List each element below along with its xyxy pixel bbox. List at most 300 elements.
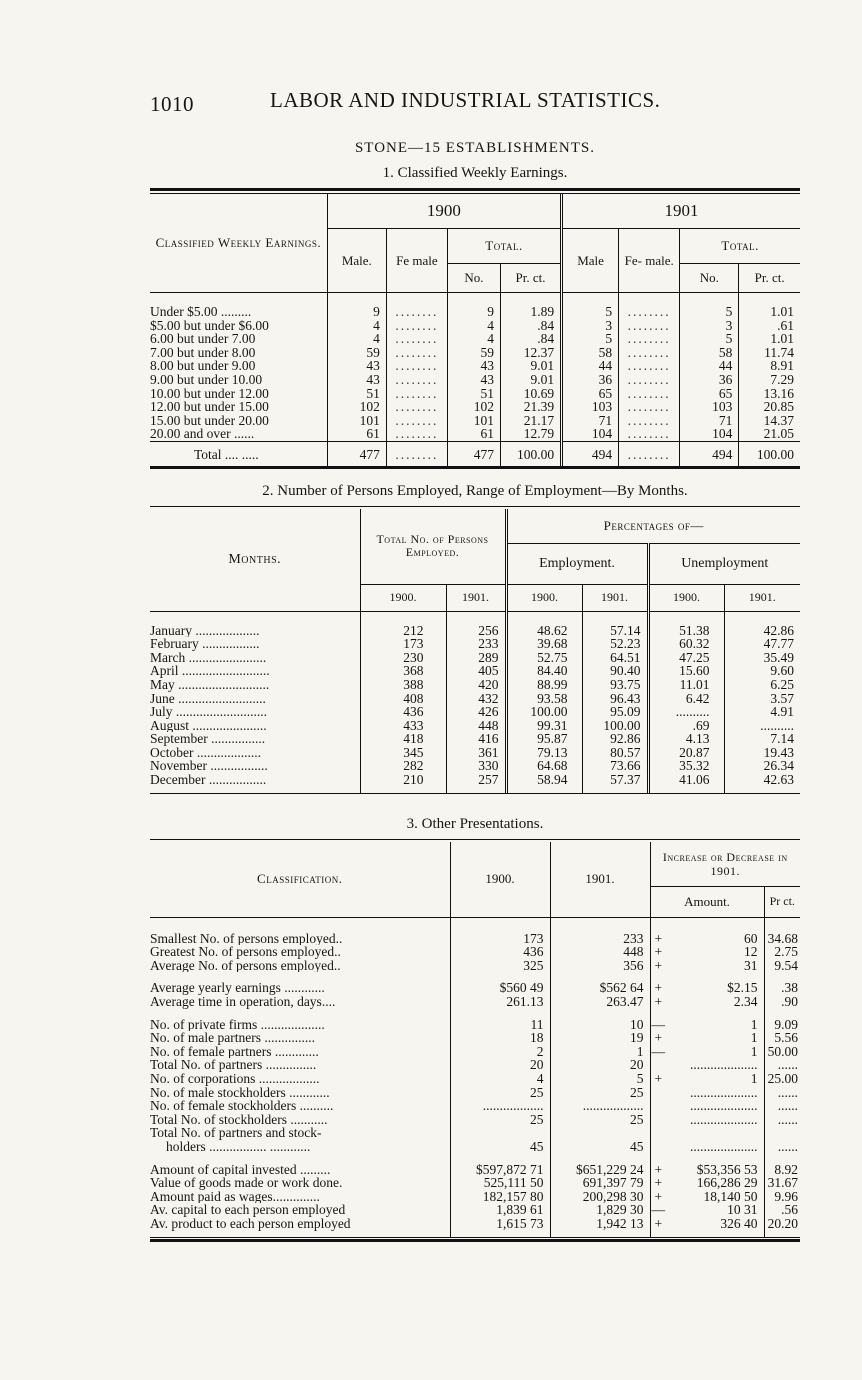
change-prct: 25.00 bbox=[764, 1072, 800, 1086]
value-1901: 45 bbox=[550, 1140, 650, 1154]
value-1900: 18 bbox=[450, 1031, 550, 1045]
t1-head-total-1900: Total. bbox=[447, 229, 561, 264]
table-row bbox=[150, 1018, 800, 1032]
table-row bbox=[150, 664, 800, 678]
earnings-class-label: $5.00 but under $6.00 bbox=[150, 318, 269, 333]
male-1901: 494 bbox=[562, 441, 619, 465]
classification-label: Total No. of stockholders ........... bbox=[150, 1112, 328, 1127]
female-1901: ........ bbox=[619, 319, 680, 333]
employment-1900: 52.75 bbox=[506, 651, 582, 665]
running-title: LABOR AND INDUSTRIAL STATISTICS. bbox=[270, 88, 661, 112]
change-sign: + bbox=[650, 1163, 666, 1177]
change-amount: 1 bbox=[750, 1016, 758, 1032]
total-no-1900: 43 bbox=[447, 373, 500, 387]
table-row bbox=[150, 332, 800, 346]
t3-head-classification: Classification. bbox=[257, 871, 343, 887]
table2 bbox=[150, 509, 800, 793]
value-1900: 11 bbox=[450, 1018, 550, 1032]
classification-label: Av. product to each person employed bbox=[150, 1216, 351, 1231]
unemployment-1900: 4.13 bbox=[648, 732, 724, 746]
value-1901: 233 bbox=[550, 932, 650, 946]
t2-head-total-persons: Total No. of Persons Employed. bbox=[360, 509, 506, 585]
unemployment-1901: 19.43 bbox=[724, 746, 800, 760]
change-amount: 326 40 bbox=[720, 1215, 758, 1231]
female-1900: ........ bbox=[386, 359, 447, 373]
t1-head-female-1900: Fe male bbox=[386, 229, 447, 293]
table-row bbox=[150, 1031, 800, 1045]
table-row bbox=[150, 746, 800, 760]
change-prct: .90 bbox=[764, 995, 800, 1009]
change-amount: $53,356 53 bbox=[696, 1161, 758, 1177]
change-amount: 31 bbox=[744, 957, 758, 973]
value-1900: 1,615 73 bbox=[450, 1217, 550, 1231]
employment-1901: 92.86 bbox=[582, 732, 648, 746]
page-number: 1010 bbox=[150, 92, 194, 116]
unemployment-1901: 3.57 bbox=[724, 692, 800, 706]
month-label: April .......................... bbox=[150, 664, 270, 678]
classification-label: No. of male stockholders ............ bbox=[150, 1085, 330, 1100]
earnings-class-label: 7.00 but under 8.00 bbox=[150, 345, 256, 360]
table1 bbox=[150, 194, 800, 466]
total-no-1901: 5 bbox=[680, 332, 739, 346]
t2-head-emp-1900: 1900. bbox=[506, 584, 582, 611]
change-amount: .................... bbox=[690, 1084, 758, 1100]
persons-1901: 426 bbox=[446, 705, 506, 719]
persons-1900: 418 bbox=[360, 732, 446, 746]
male-1900: 101 bbox=[327, 414, 386, 428]
male-1900: 51 bbox=[327, 387, 386, 401]
change-prct: 50.00 bbox=[764, 1045, 800, 1059]
table-row bbox=[150, 1176, 800, 1190]
change-prct: 8.92 bbox=[764, 1163, 800, 1177]
table-row bbox=[150, 932, 800, 946]
earnings-class-label: 10.00 but under 12.00 bbox=[150, 386, 269, 401]
total-prct-1900: .84 bbox=[500, 332, 561, 346]
male-1900: 43 bbox=[327, 359, 386, 373]
male-1900: 43 bbox=[327, 373, 386, 387]
total-no-1900: 102 bbox=[447, 400, 500, 414]
t1-head-no-1901: No. bbox=[680, 264, 739, 293]
male-1901: 71 bbox=[562, 414, 619, 428]
female-1901: ........ bbox=[619, 414, 680, 428]
total-prct-1900: 12.37 bbox=[500, 346, 561, 360]
change-prct: 9.96 bbox=[764, 1190, 800, 1204]
value-1900: 325 bbox=[450, 959, 550, 973]
value-1901: 1,829 30 bbox=[550, 1203, 650, 1217]
table-row bbox=[150, 1099, 800, 1113]
change-amount: 18,140 50 bbox=[703, 1188, 758, 1204]
table-row bbox=[150, 414, 800, 428]
change-sign: — bbox=[651, 1202, 665, 1218]
earnings-class-label: 20.00 and over ...... bbox=[150, 427, 255, 442]
total-prct-1901: 1.01 bbox=[739, 332, 800, 346]
persons-1900: 212 bbox=[360, 624, 446, 638]
table-row bbox=[150, 678, 800, 692]
unemployment-1900: 6.42 bbox=[648, 692, 724, 706]
t1-head-1901: 1901 bbox=[562, 194, 800, 229]
classification-label: Av. capital to each person employed bbox=[150, 1203, 346, 1217]
classification-label: Amount of capital invested ......... bbox=[150, 1162, 331, 1177]
table-row bbox=[150, 719, 800, 733]
change-prct: ...... bbox=[764, 1086, 800, 1100]
total-prct-1900: 10.69 bbox=[500, 387, 561, 401]
table-row bbox=[150, 637, 800, 651]
employment-1901: 96.43 bbox=[582, 692, 648, 706]
value-1901 bbox=[550, 1126, 650, 1140]
change-sign bbox=[650, 1140, 666, 1154]
value-1901: 1 bbox=[550, 1045, 650, 1059]
classification-label: holders ................. ............ bbox=[166, 1139, 311, 1154]
male-1900: 4 bbox=[327, 332, 386, 346]
t3-head-amount: Amount. bbox=[650, 886, 764, 917]
total-no-1901: 65 bbox=[680, 387, 739, 401]
change-sign: + bbox=[650, 995, 666, 1009]
value-1901: 25 bbox=[550, 1113, 650, 1127]
change-amount: 10 31 bbox=[727, 1202, 758, 1218]
change-amount: .................... bbox=[690, 1057, 758, 1073]
value-1901: 356 bbox=[550, 959, 650, 973]
table-row bbox=[150, 959, 800, 973]
change-amount: 2.34 bbox=[733, 994, 758, 1010]
table-row bbox=[150, 1140, 800, 1154]
male-1901: 65 bbox=[562, 387, 619, 401]
total-prct-1901: 13.16 bbox=[739, 387, 800, 401]
total-no-1901: 58 bbox=[680, 346, 739, 360]
unemployment-1901: 4.91 bbox=[724, 705, 800, 719]
female-1901: ........ bbox=[619, 400, 680, 414]
female-1900: ........ bbox=[386, 332, 447, 346]
t3-head-1900: 1900. bbox=[450, 842, 550, 918]
earnings-class-label: Total .... ..... bbox=[150, 441, 327, 465]
value-1900: $597,872 71 bbox=[450, 1163, 550, 1177]
t3-head-change: Increase or Decrease in 1901. bbox=[650, 842, 800, 887]
table-row bbox=[150, 995, 800, 1009]
table-row bbox=[150, 692, 800, 706]
t2-head-emp-1901: 1901. bbox=[582, 584, 648, 611]
t2-head-unemployment: Unemployment bbox=[648, 543, 800, 584]
persons-1900: 388 bbox=[360, 678, 446, 692]
unemployment-1900: 11.01 bbox=[648, 678, 724, 692]
t1-head-total-1901: Total. bbox=[680, 229, 800, 264]
employment-1901: 73.66 bbox=[582, 759, 648, 773]
t2-head-employment: Employment. bbox=[506, 543, 648, 584]
female-1901: ........ bbox=[619, 346, 680, 360]
persons-1900: 230 bbox=[360, 651, 446, 665]
table-row bbox=[150, 346, 800, 360]
employment-1900: 84.40 bbox=[506, 664, 582, 678]
persons-1901: 405 bbox=[446, 664, 506, 678]
t2-head-total-1901: 1901. bbox=[446, 584, 506, 611]
unemployment-1900: 41.06 bbox=[648, 773, 724, 787]
earnings-class-label: 8.00 but under 9.00 bbox=[150, 359, 256, 373]
total-prct-1901: .61 bbox=[739, 319, 800, 333]
earnings-class-label: 6.00 but under 7.00 bbox=[150, 332, 256, 346]
table-row bbox=[150, 400, 800, 414]
month-label: June .......................... bbox=[150, 691, 266, 706]
persons-1901: 257 bbox=[446, 773, 506, 787]
female-1901: ........ bbox=[619, 387, 680, 401]
persons-1900: 345 bbox=[360, 746, 446, 760]
value-1900: 1,839 61 bbox=[450, 1203, 550, 1217]
unemployment-1900: 15.60 bbox=[648, 664, 724, 678]
employment-1901: 64.51 bbox=[582, 651, 648, 665]
t1-head-no-1900: No. bbox=[447, 264, 500, 293]
total-prct-1900: 100.00 bbox=[500, 441, 561, 465]
t1-head-male-1900: Male. bbox=[327, 229, 386, 293]
value-1900: 182,157 80 bbox=[450, 1190, 550, 1204]
male-1901: 5 bbox=[562, 332, 619, 346]
unemployment-1900: .......... bbox=[648, 705, 724, 719]
employment-1901: 57.14 bbox=[582, 624, 648, 638]
total-no-1901: 104 bbox=[680, 427, 739, 441]
month-label: October ................... bbox=[150, 745, 261, 760]
total-no-1901: 44 bbox=[680, 359, 739, 373]
employment-1900: 99.31 bbox=[506, 719, 582, 733]
total-prct-1901: 21.05 bbox=[739, 427, 800, 441]
running-header bbox=[150, 88, 800, 120]
change-amount: 12 bbox=[744, 944, 758, 960]
persons-1901: 289 bbox=[446, 651, 506, 665]
table-row bbox=[150, 1163, 800, 1177]
total-no-1900: 9 bbox=[447, 305, 500, 319]
persons-1901: 330 bbox=[446, 759, 506, 773]
table-row bbox=[150, 945, 800, 959]
table-row bbox=[150, 1113, 800, 1127]
classification-label: No. of female stockholders .......... bbox=[150, 1099, 334, 1113]
employment-1900: 95.87 bbox=[506, 732, 582, 746]
female-1900: ........ bbox=[386, 305, 447, 319]
value-1900: $560 49 bbox=[450, 981, 550, 995]
male-1901: 5 bbox=[562, 305, 619, 319]
female-1901: ........ bbox=[619, 427, 680, 441]
male-1900: 477 bbox=[327, 441, 386, 465]
classification-label: Amount paid as wages.............. bbox=[150, 1189, 320, 1204]
persons-1900: 436 bbox=[360, 705, 446, 719]
month-label: September ................ bbox=[150, 732, 266, 746]
total-prct-1901: 100.00 bbox=[739, 441, 800, 465]
total-prct-1901: 1.01 bbox=[739, 305, 800, 319]
change-prct: ...... bbox=[764, 1113, 800, 1127]
total-no-1901: 71 bbox=[680, 414, 739, 428]
t3-head-1901: 1901. bbox=[550, 842, 650, 918]
table3-title: 3. Other Presentations. bbox=[406, 815, 544, 832]
value-1901: 1,942 13 bbox=[550, 1217, 650, 1231]
female-1901: ........ bbox=[619, 441, 680, 465]
female-1901: ........ bbox=[619, 305, 680, 319]
t2-head-unemp-1900: 1900. bbox=[648, 584, 724, 611]
total-prct-1900: 21.17 bbox=[500, 414, 561, 428]
male-1900: 102 bbox=[327, 400, 386, 414]
table-row bbox=[150, 759, 800, 773]
classification-label: Greatest No. of persons employed.. bbox=[150, 945, 341, 959]
value-1901: 19 bbox=[550, 1031, 650, 1045]
t1-head-male-1901: Male bbox=[562, 229, 619, 293]
male-1901: 104 bbox=[562, 427, 619, 441]
change-sign bbox=[650, 1058, 666, 1072]
change-prct: ...... bbox=[764, 1140, 800, 1154]
t2-head-months: Months. bbox=[228, 551, 282, 567]
unemployment-1901: 7.14 bbox=[724, 732, 800, 746]
unemployment-1901: .......... bbox=[724, 719, 800, 733]
change-prct: .38 bbox=[764, 981, 800, 995]
total-prct-1901: 7.29 bbox=[739, 373, 800, 387]
employment-1900: 58.94 bbox=[506, 773, 582, 787]
month-label: January ................... bbox=[150, 623, 260, 638]
table3 bbox=[150, 842, 800, 1237]
male-1901: 44 bbox=[562, 359, 619, 373]
month-label: November ................. bbox=[150, 759, 268, 774]
change-amount: 1 bbox=[750, 1030, 758, 1046]
classification-label: Total No. of partners and stock- bbox=[150, 1126, 322, 1140]
value-1900 bbox=[450, 1126, 550, 1140]
unemployment-1901: 6.25 bbox=[724, 678, 800, 692]
change-sign bbox=[650, 1099, 666, 1113]
change-sign: + bbox=[650, 945, 666, 959]
change-sign: + bbox=[650, 1072, 666, 1086]
change-sign: — bbox=[651, 1043, 665, 1059]
value-1901: 25 bbox=[550, 1086, 650, 1100]
unemployment-1900: 47.25 bbox=[648, 651, 724, 665]
t1-head-prct-1901: Pr. ct. bbox=[739, 264, 800, 293]
female-1900: ........ bbox=[386, 346, 447, 360]
total-no-1901: 5 bbox=[680, 305, 739, 319]
unemployment-1900: 60.32 bbox=[648, 637, 724, 651]
employment-1901: 52.23 bbox=[582, 637, 648, 651]
male-1900: 4 bbox=[327, 319, 386, 333]
value-1901: 263.47 bbox=[550, 995, 650, 1009]
persons-1901: 256 bbox=[446, 624, 506, 638]
unemployment-1900: .69 bbox=[648, 719, 724, 733]
change-prct: ...... bbox=[764, 1058, 800, 1072]
earnings-class-label: 15.00 but under 20.00 bbox=[150, 413, 269, 428]
value-1900: 4 bbox=[450, 1072, 550, 1086]
table-row bbox=[150, 773, 800, 787]
persons-1901: 361 bbox=[446, 746, 506, 760]
total-no-1901: 494 bbox=[680, 441, 739, 465]
change-amount: 1 bbox=[750, 1071, 758, 1086]
table-row bbox=[150, 1203, 800, 1217]
unemployment-1900: 20.87 bbox=[648, 746, 724, 760]
t2-head-total-1900: 1900. bbox=[360, 584, 446, 611]
employment-1900: 79.13 bbox=[506, 746, 582, 760]
classification-label: No. of male partners ............... bbox=[150, 1031, 315, 1045]
change-sign: + bbox=[650, 1031, 666, 1045]
table1-title: 1. Classified Weekly Earnings. bbox=[382, 165, 568, 181]
month-label: February ................. bbox=[150, 637, 260, 651]
persons-1900: 408 bbox=[360, 692, 446, 706]
section-title: STONE—15 ESTABLISHMENTS. bbox=[354, 140, 596, 156]
table-row bbox=[150, 1072, 800, 1086]
t3-head-prct: Pr ct. bbox=[764, 886, 800, 917]
total-no-1900: 4 bbox=[447, 319, 500, 333]
total-prct-1901: 20.85 bbox=[739, 400, 800, 414]
t1-head-1900: 1900 bbox=[327, 194, 561, 229]
persons-1901: 432 bbox=[446, 692, 506, 706]
change-amount: $2.15 bbox=[727, 980, 758, 996]
total-prct-1900: 1.89 bbox=[500, 305, 561, 319]
table-row bbox=[150, 373, 800, 387]
employment-1900: 93.58 bbox=[506, 692, 582, 706]
male-1901: 103 bbox=[562, 400, 619, 414]
table-row bbox=[150, 1045, 800, 1059]
total-no-1900: 101 bbox=[447, 414, 500, 428]
change-prct: 5.56 bbox=[764, 1031, 800, 1045]
persons-1900: 368 bbox=[360, 664, 446, 678]
total-no-1900: 477 bbox=[447, 441, 500, 465]
change-amount: .................... bbox=[690, 1138, 758, 1154]
persons-1901: 448 bbox=[446, 719, 506, 733]
female-1901: ........ bbox=[619, 359, 680, 373]
female-1900: ........ bbox=[386, 400, 447, 414]
unemployment-1900: 35.32 bbox=[648, 759, 724, 773]
employment-1900: 39.68 bbox=[506, 637, 582, 651]
persons-1900: 282 bbox=[360, 759, 446, 773]
total-prct-1900: 9.01 bbox=[500, 359, 561, 373]
t1-head-classification: Classified Weekly Earnings. bbox=[155, 235, 322, 250]
value-1900: 25 bbox=[450, 1113, 550, 1127]
month-label: August ...................... bbox=[150, 718, 267, 733]
t2-head-percentages: Percentages of— bbox=[506, 509, 800, 544]
change-sign: — bbox=[651, 1016, 665, 1032]
table-row bbox=[150, 981, 800, 995]
value-1900: .................. bbox=[450, 1099, 550, 1113]
employment-1901: 100.00 bbox=[582, 719, 648, 733]
change-prct bbox=[764, 1126, 800, 1140]
classification-label: No. of female partners ............. bbox=[150, 1044, 319, 1059]
table-row bbox=[150, 732, 800, 746]
female-1900: ........ bbox=[386, 373, 447, 387]
change-amount bbox=[666, 1126, 764, 1140]
change-prct: 9.09 bbox=[764, 1018, 800, 1032]
change-amount: 166,286 29 bbox=[696, 1175, 758, 1191]
change-sign bbox=[650, 1113, 666, 1127]
classification-label: No. of private firms ................... bbox=[150, 1017, 325, 1032]
employment-1901: 90.40 bbox=[582, 664, 648, 678]
unemployment-1901: 26.34 bbox=[724, 759, 800, 773]
table-row bbox=[150, 1190, 800, 1204]
persons-1901: 420 bbox=[446, 678, 506, 692]
male-1901: 3 bbox=[562, 319, 619, 333]
table-row bbox=[150, 319, 800, 333]
change-prct: 20.20 bbox=[764, 1217, 800, 1231]
total-no-1901: 3 bbox=[680, 319, 739, 333]
change-sign bbox=[650, 1086, 666, 1100]
value-1901: .................. bbox=[550, 1099, 650, 1113]
persons-1900: 210 bbox=[360, 773, 446, 787]
unemployment-1901: 42.86 bbox=[724, 624, 800, 638]
total-no-1901: 103 bbox=[680, 400, 739, 414]
change-amount: .................... bbox=[690, 1098, 758, 1114]
male-1901: 58 bbox=[562, 346, 619, 360]
value-1901: 200,298 30 bbox=[550, 1190, 650, 1204]
table2-title: 2. Number of Persons Employed, Range of Employment—By Months. bbox=[262, 482, 688, 499]
page bbox=[150, 88, 800, 1242]
change-prct: 2.75 bbox=[764, 945, 800, 959]
persons-1900: 433 bbox=[360, 719, 446, 733]
persons-1901: 416 bbox=[446, 732, 506, 746]
persons-1901: 233 bbox=[446, 637, 506, 651]
total-prct-1901: 8.91 bbox=[739, 359, 800, 373]
total-prct-1901: 11.74 bbox=[739, 346, 800, 360]
employment-1900: 100.00 bbox=[506, 705, 582, 719]
unemployment-1900: 51.38 bbox=[648, 624, 724, 638]
change-amount: 1 bbox=[750, 1043, 758, 1059]
classification-label: Average yearly earnings ............ bbox=[150, 981, 325, 996]
male-1900: 9 bbox=[327, 305, 386, 319]
value-1901: 5 bbox=[550, 1072, 650, 1086]
change-amount: .................... bbox=[690, 1111, 758, 1127]
persons-1900: 173 bbox=[360, 637, 446, 651]
